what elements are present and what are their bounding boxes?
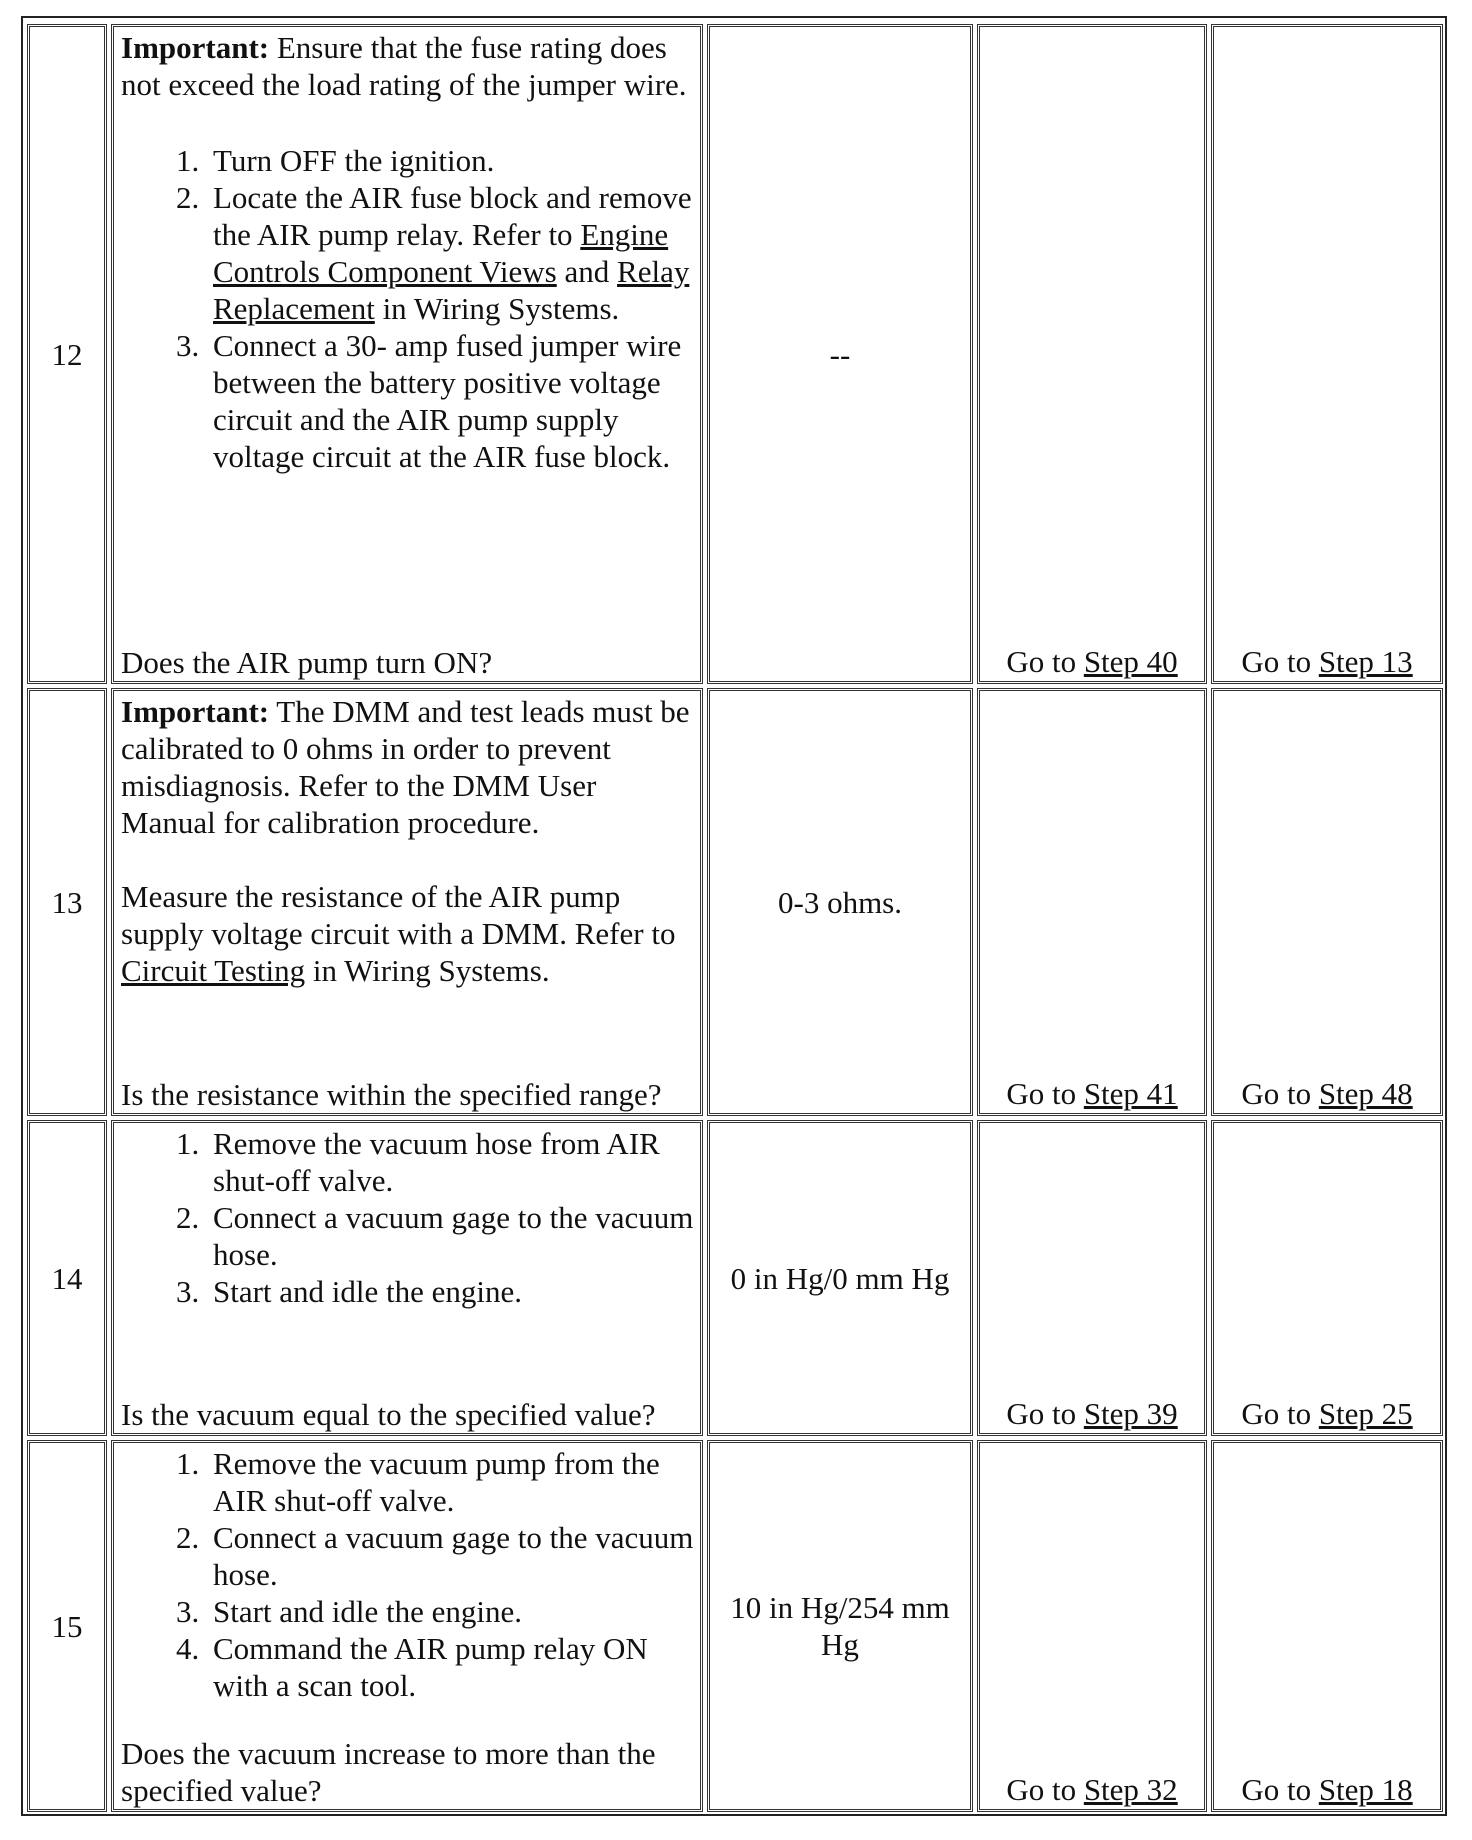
- procedure-step: 1. Remove the vacuum pump from the AIR shut-off valve.: [207, 1445, 696, 1519]
- action-cell: [111, 1120, 703, 1436]
- important-note: [121, 29, 696, 103]
- procedure-list: [121, 1445, 696, 1704]
- no-action: Go to Step 13: [1241, 644, 1413, 679]
- question-text: Does the AIR pump turn ON?: [121, 645, 493, 680]
- specified-value: --: [829, 336, 851, 372]
- important-text: Ensure that the fuse rating does not exceed the load rating of the jumper wire.: [121, 30, 687, 102]
- no-cell: [1211, 1120, 1443, 1436]
- yes-action: Go to Step 32: [1006, 1772, 1178, 1807]
- question-text: Is the resistance within the specified range?: [121, 1077, 662, 1112]
- specified-value-cell: [707, 688, 973, 1116]
- procedure-step: 3. Start and idle the engine.: [207, 1273, 696, 1310]
- procedure-list: [121, 142, 696, 475]
- yes-action: Go to Step 40: [1006, 644, 1178, 679]
- specified-value-cell: [707, 1120, 973, 1436]
- go-to-step-link[interactable]: Step 25: [1318, 1396, 1413, 1431]
- yes-cell: [977, 688, 1207, 1116]
- action-cell: [111, 24, 703, 684]
- no-cell: [1211, 24, 1443, 684]
- step-number-cell: [27, 1440, 107, 1812]
- procedure-step: 2. Locate the AIR fuse block and remove the AIR pump relay. Refer to Engine Controls Component Views and Relay Replacement in Wiring Systems.: [207, 179, 696, 327]
- specified-value: 0 in Hg/0 mm Hg: [730, 1260, 950, 1296]
- no-cell: [1211, 688, 1443, 1116]
- step-number-cell: [27, 24, 107, 684]
- diagnostic-table: [21, 16, 1447, 1816]
- procedure-step: 1. Turn OFF the ignition.: [207, 142, 696, 179]
- step-number-cell: [27, 1120, 107, 1436]
- specified-value: 10 in Hg/254 mm Hg: [730, 1590, 950, 1662]
- table-row: [23, 1120, 1445, 1436]
- no-action: Go to Step 48: [1241, 1076, 1413, 1111]
- yes-cell: [977, 24, 1207, 684]
- circuit-testing-link[interactable]: Circuit Testing: [121, 953, 306, 988]
- procedure-step: 2. Connect a vacuum gage to the vacuum hose.: [207, 1199, 696, 1273]
- important-text: The DMM and test leads must be calibrated to 0 ohms in order to prevent misdiagnosis. Refer to the DMM User Manual for calibration procedure.: [121, 694, 690, 840]
- go-to-step-link[interactable]: Step 41: [1083, 1076, 1178, 1111]
- procedure-text: Measure the resistance of the AIR pump supply voltage circuit with a DMM. Refer to Circuit Testing in Wiring Systems.: [121, 879, 676, 988]
- go-to-step-link[interactable]: Step 48: [1318, 1076, 1413, 1111]
- action-cell: [111, 1440, 703, 1812]
- specified-value-cell: [707, 1440, 973, 1812]
- step-number-cell: [27, 688, 107, 1116]
- step-number: 13: [51, 884, 83, 920]
- procedure-step: 1. Remove the vacuum hose from AIR shut-off valve.: [207, 1125, 696, 1199]
- procedure-step: 3. Connect a 30- amp fused jumper wire between the battery positive voltage circuit and the AIR pump supply voltage circuit at the AIR fuse block.: [207, 327, 696, 475]
- action-cell: [111, 688, 703, 1116]
- specified-value-cell: [707, 24, 973, 684]
- relay-replacement-link[interactable]: Relay Replacement: [213, 254, 690, 326]
- yes-action: Go to Step 39: [1006, 1396, 1178, 1431]
- go-to-step-link[interactable]: Step 40: [1083, 644, 1178, 679]
- procedure-step: 2. Connect a vacuum gage to the vacuum hose.: [207, 1519, 696, 1593]
- specified-value: 0-3 ohms.: [778, 884, 902, 920]
- important-label: Important:: [121, 30, 270, 65]
- go-to-step-link[interactable]: Step 13: [1318, 644, 1413, 679]
- engine-controls-component-views-link[interactable]: Engine Controls Component Views: [213, 217, 669, 289]
- yes-cell: [977, 1440, 1207, 1812]
- yes-action: Go to Step 41: [1006, 1076, 1178, 1111]
- yes-cell: [977, 1120, 1207, 1436]
- step-number: 15: [51, 1608, 83, 1644]
- no-action: Go to Step 18: [1241, 1772, 1413, 1807]
- go-to-step-link[interactable]: Step 39: [1083, 1396, 1178, 1431]
- step-number: 12: [51, 336, 83, 372]
- no-cell: [1211, 1440, 1443, 1812]
- table-row: [23, 688, 1445, 1116]
- procedure-list: [121, 1125, 696, 1310]
- procedure-step: 4. Command the AIR pump relay ON with a scan tool.: [207, 1630, 696, 1704]
- go-to-step-link[interactable]: Step 32: [1083, 1772, 1178, 1807]
- question-text: Is the vacuum equal to the specified value?: [121, 1397, 656, 1432]
- table-row: [23, 1440, 1445, 1812]
- go-to-step-link[interactable]: Step 18: [1318, 1772, 1413, 1807]
- question-text: Does the vacuum increase to more than the specified value?: [121, 1736, 656, 1808]
- important-label: Important:: [121, 694, 270, 729]
- procedure-step: 3. Start and idle the engine.: [207, 1593, 696, 1630]
- important-note: [121, 693, 696, 841]
- table-row: [23, 24, 1445, 684]
- step-number: 14: [51, 1260, 83, 1296]
- no-action: Go to Step 25: [1241, 1396, 1413, 1431]
